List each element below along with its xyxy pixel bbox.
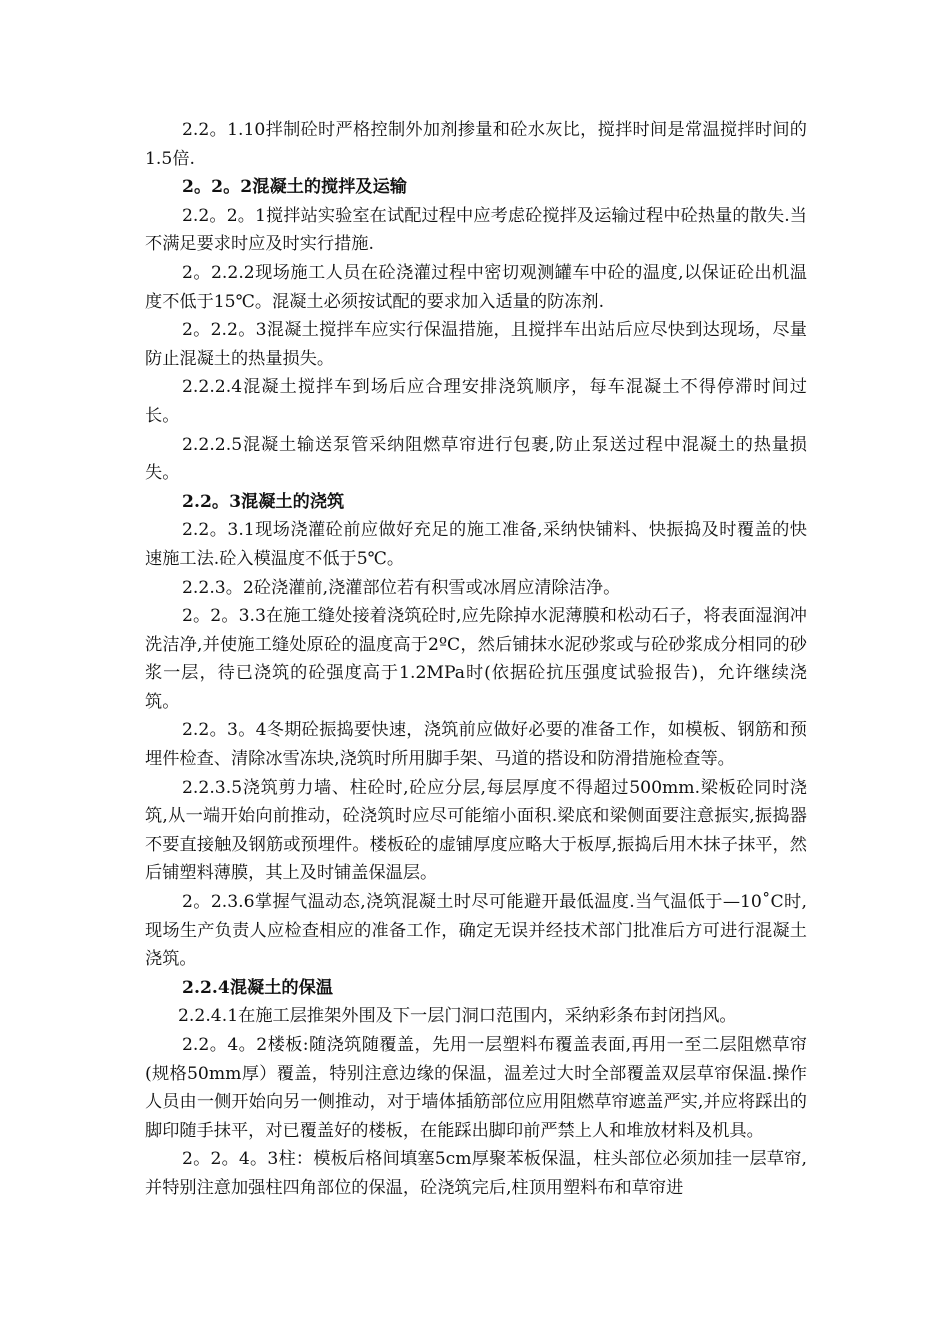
paragraph-2-2-3-3: 2。2。3.3在施工缝处接着浇筑砼时,应先除掉水泥薄膜和松动石子，将表面湿润冲洗洁净,并使施工缝处原砼的温度高于2ºC，然后铺抹水泥砂浆或与砼砂浆成分相同的砂浆一层，待已浇筑的砼强度高于1.2MPa时(依据砼抗压强度试验报告)，允许继续浇筑。 <box>145 606 807 712</box>
paragraph-2-2-4-1: 2.2.4.1在施工层推架外围及下一层门洞口范围内，采纳彩条布封闭挡风。 <box>178 1006 737 1027</box>
paragraph-2-2-3-6: 2。2.3.6掌握气温动态,浇筑混凝土时尽可能避开最低温度.当气温低于—10˚C时,现场生产负责人应检查相应的准备工作，确定无误并经技术部门批准后方可进行混凝土浇筑。 <box>145 892 807 970</box>
paragraph-2-2-2-1: 2.2。2。1搅拌站实验室在试配过程中应考虑砼搅拌及运输过程中砼热量的散失.当不满足要求时应及时实行措施. <box>145 205 807 255</box>
paragraph-2-2-2-4: 2.2.2.4混凝土搅拌车到场后应合理安排浇筑顺序，每车混凝土不得停滞时间过长。 <box>145 377 807 426</box>
paragraph-2-2-3-1: 2.2。3.1现场浇灌砼前应做好充足的施工准备,采纳快铺料、快振捣及时覆盖的快速施工法.砼入模温度不低于5℃。 <box>145 520 807 569</box>
paragraph-2-2-4-2: 2.2。4。2楼板:随浇筑随覆盖，先用一层塑料布覆盖表面,再用一至二层阻燃草帘(规格50mm厚）覆盖，特别注意边缘的保温，温差过大时全部覆盖双层草帘保温.操作人员由一侧开始向另一侧推动，对于墙体插筋部位应用阻燃草帘遮盖严实,并应将踩出的脚印随手抹平，对已覆盖好的楼板，在能踩出脚印前严禁上人和堆放材料及机具。 <box>145 1035 807 1141</box>
paragraph-2-2-2-2: 2。2.2.2现场施工人员在砼浇灌过程中密切观测罐车中砼的温度,以保证砼出机温度不低于15℃。混凝土必须按试配的要求加入适量的防冻剂. <box>145 262 807 312</box>
document-page <box>145 116 807 1203</box>
paragraph-2-2-3-5: 2.2.3.5浇筑剪力墙、柱砼时,砼应分层,每层厚度不得超过500mm.梁板砼同时浇筑,从一端开始向前推动，砼浇筑时应尽可能缩小面积.梁底和梁侧面要注意振实,振捣器不要直接触及钢筋或预埋件。楼板砼的虚铺厚度应略大于板厚,振捣后用木抹子抹平，然后铺塑料薄膜，其上及时铺盖保温层。 <box>145 777 807 884</box>
heading-2-2-4: 2.2.4混凝土的保温 <box>182 977 333 998</box>
heading-2-2-2: 2。2。2混凝土的搅拌及运输 <box>182 177 407 198</box>
paragraph-2-2-3-2: 2.2.3。2砼浇灌前,浇灌部位若有积雪或冰屑应清除洁净。 <box>182 577 621 598</box>
paragraph-2-2-2-3: 2。2.2。3混凝土搅拌车应实行保温措施，且搅拌车出站后应尽快到达现场，尽量防止混凝土的热量损失。 <box>145 320 807 369</box>
paragraph-2-2-1-10: 2.2。1.10拌制砼时严格控制外加剂掺量和砼水灰比，搅拌时间是常温搅拌时间的1.5倍. <box>145 120 807 169</box>
paragraph-2-2-4-3: 2。2。4。3柱：模板后格间填塞5cm厚聚苯板保温，柱头部位必须加挂一层草帘,并特别注意加强柱四角部位的保温，砼浇筑完后,柱顶用塑料布和草帘进 <box>145 1149 807 1198</box>
paragraph-2-2-3-4: 2.2。3。4冬期砼振捣要快速，浇筑前应做好必要的准备工作，如模板、钢筋和预埋件检查、清除冰雪冻块,浇筑时所用脚手架、马道的搭设和防滑措施检查等。 <box>145 720 807 770</box>
paragraph-2-2-2-5: 2.2.2.5混凝土输送泵管采纳阻燃草帘进行包裹,防止泵送过程中混凝土的热量损失。 <box>145 434 807 484</box>
heading-2-2-3: 2.2。3混凝土的浇筑 <box>182 491 345 512</box>
